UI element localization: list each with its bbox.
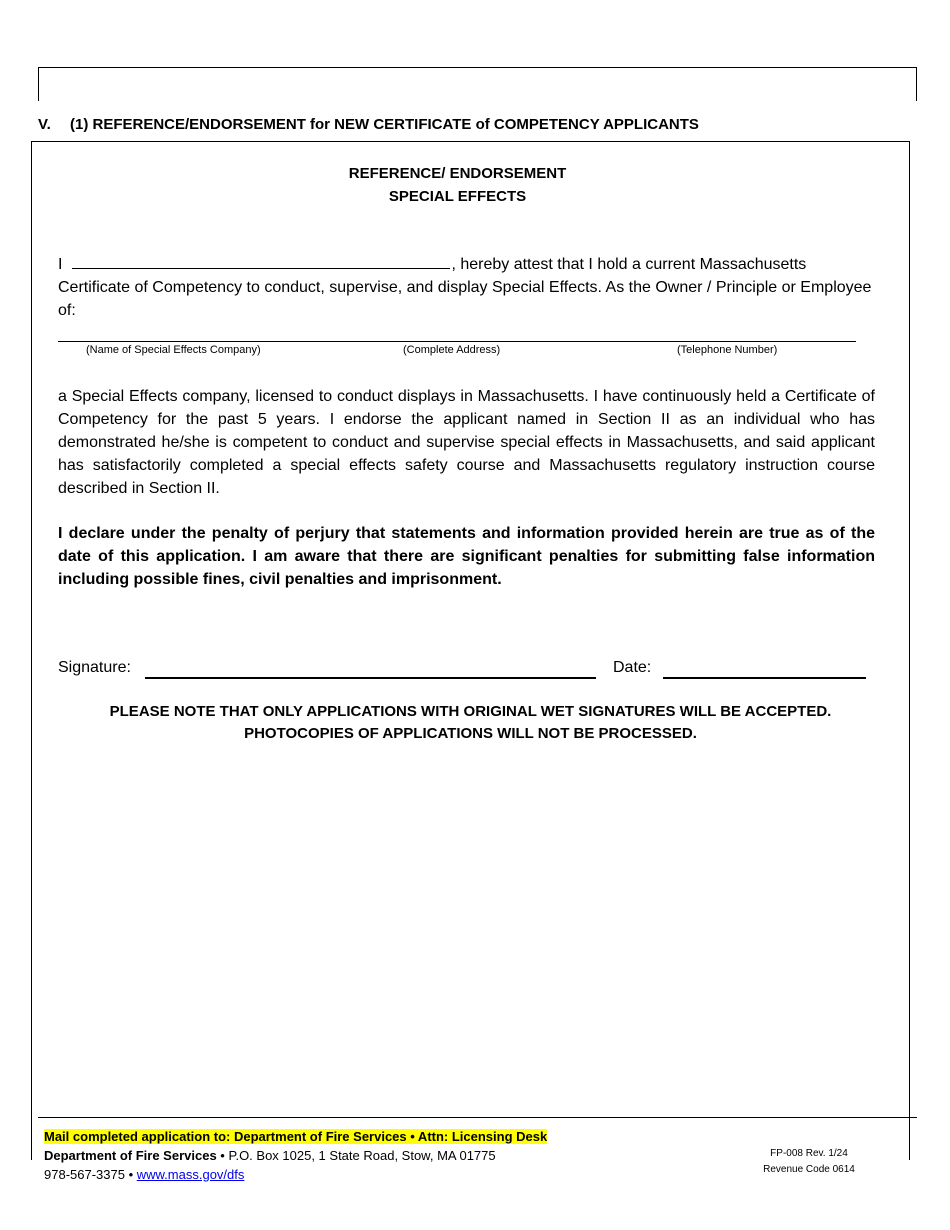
department-address: • P.O. Box 1025, 1 State Road, Stow, MA 01775: [216, 1148, 496, 1163]
footer-divider: [38, 1117, 917, 1118]
endorsement-paragraph: a Special Effects company, licensed to conduct displays in Massachusetts. I have continuously held a Certificate of Competency for the past 5 years. I endorse the applicant named in Section II as an individual who has demonstrated he/she is competent to conduct and supervise special effects in Massachusetts, and said applicant has satisfactorily completed a special effects safety course and Massachusetts regulatory instruction course described in Section II.: [58, 388, 875, 497]
signature-field[interactable]: [145, 677, 596, 679]
form-title-line1: REFERENCE/ ENDORSEMENT: [348, 165, 567, 182]
top-border-box: [38, 67, 917, 101]
caption-phone: (Telephone Number): [677, 344, 778, 356]
company-info-field[interactable]: [58, 341, 856, 342]
form-id: FP-008 Rev. 1/24: [770, 1148, 848, 1159]
wet-signature-notice: [31, 701, 910, 745]
revenue-code: Revenue Code 0614: [763, 1164, 855, 1175]
section-heading-text: (1) REFERENCE/ENDORSEMENT for NEW CERTIFICATE of COMPETENCY APPLICANTS: [70, 116, 699, 133]
notice-line2: PHOTOCOPIES OF APPLICATIONS WILL NOT BE PROCESSED.: [244, 725, 697, 742]
department-phone: 978-567-3375 •: [44, 1167, 137, 1182]
caption-address: (Complete Address): [403, 344, 501, 356]
attestor-name-field[interactable]: [72, 253, 450, 269]
section-number: V.: [38, 116, 51, 133]
perjury-declaration: I declare under the penalty of perjury that statements and information provided herein are true as of the date of this application. I am aware that there are significant penalties for submitting false information including possible fines, civil penalties and imprisonment.: [58, 525, 875, 588]
attest-text: , hereby attest that I hold a current Massachusetts Certificate of Competency to conduct, supervise, and display Special Effects. As the Owner / Principle or Employee of:: [58, 256, 872, 319]
caption-company: (Name of Special Effects Company): [86, 344, 261, 356]
date-label: Date:: [613, 659, 652, 676]
form-title-line2: SPECIAL EFFECTS: [388, 188, 527, 205]
date-field[interactable]: [663, 677, 866, 679]
signature-label: Signature:: [58, 659, 131, 676]
notice-line1: PLEASE NOTE THAT ONLY APPLICATIONS WITH ORIGINAL WET SIGNATURES WILL BE ACCEPTED.: [109, 703, 832, 720]
attest-paragraph: [58, 253, 875, 322]
department-name: Department of Fire Services: [44, 1148, 217, 1163]
form-title: [0, 162, 915, 208]
mail-instruction: Mail completed application to: Department of Fire Services • Attn: Licensing Desk: [44, 1129, 548, 1144]
website-link[interactable]: www.mass.gov/dfs: [136, 1167, 245, 1182]
footer-contact: [44, 1127, 547, 1184]
section-heading: [38, 116, 699, 133]
form-identifier: [746, 1146, 872, 1178]
attest-prefix: I: [58, 256, 63, 273]
